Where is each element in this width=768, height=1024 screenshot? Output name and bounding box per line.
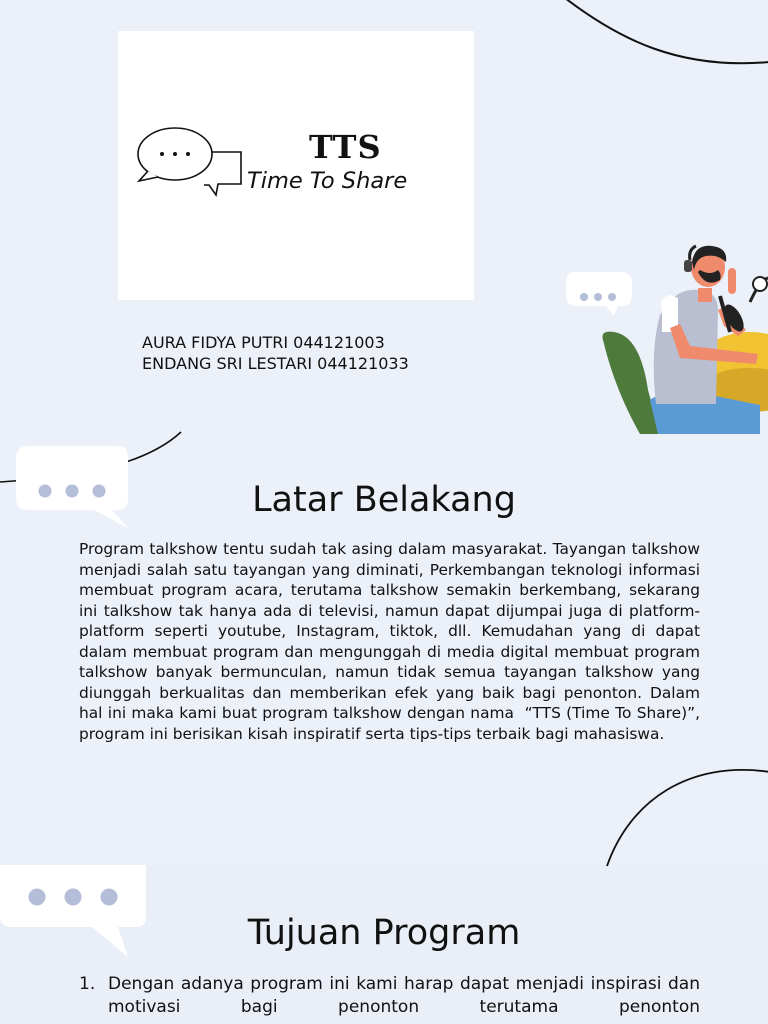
podcaster-illustration [600, 240, 768, 434]
section-heading-tujuan-program: Tujuan Program [247, 913, 521, 953]
chat-bubbles-icon [134, 124, 246, 200]
list-item [79, 973, 700, 1018]
top-right-curve [565, 0, 768, 63]
list-item-number: 1. [79, 974, 96, 994]
logo-title: TTS [309, 128, 382, 166]
section-body-text: Program talkshow tentu sudah tak asing dalam masyarakat. Tayangan talkshow menjadi salah satu tayangan yang diminati, Perkembangan teknologi informasi membuat program acara, terutama talkshow semakin berkembang, sekarang ini talkshow tak hanya ada di televisi, namun dapat dijumpai juga di platform-platform seperti youtube, Instagram, tiktok, dll. Kemudahan yang di dapat dalam membuat program dan mengunggah di media digital membuat program talkshow banyak bermunculan, namun tidak semua tayangan talkshow yang diunggah berkualitas dan memberikan efek yang baik bagi penonton. Dalam hal ini maka kami buat program talkshow dengan nama “TTS (Time To Share)”, program ini berisikan kisah inspiratif serta tips-tips terbaik bagi mahasiswa. [79, 540, 700, 743]
numbered-list [79, 973, 700, 1018]
author-2: ENDANG SRI LESTARI 044121033 [142, 354, 409, 373]
authors-block [142, 332, 409, 374]
author-1: AURA FIDYA PUTRI 044121003 [142, 333, 385, 352]
section-heading-latar-belakang: Latar Belakang [252, 480, 516, 520]
list-item-text: Dengan adanya program ini kami harap dapat menjadi inspirasi dan motivasi bagi penonton terutama penonton [108, 974, 700, 1017]
logo-subtitle: Time To Share [247, 168, 408, 194]
right-arc-curve [607, 770, 768, 866]
